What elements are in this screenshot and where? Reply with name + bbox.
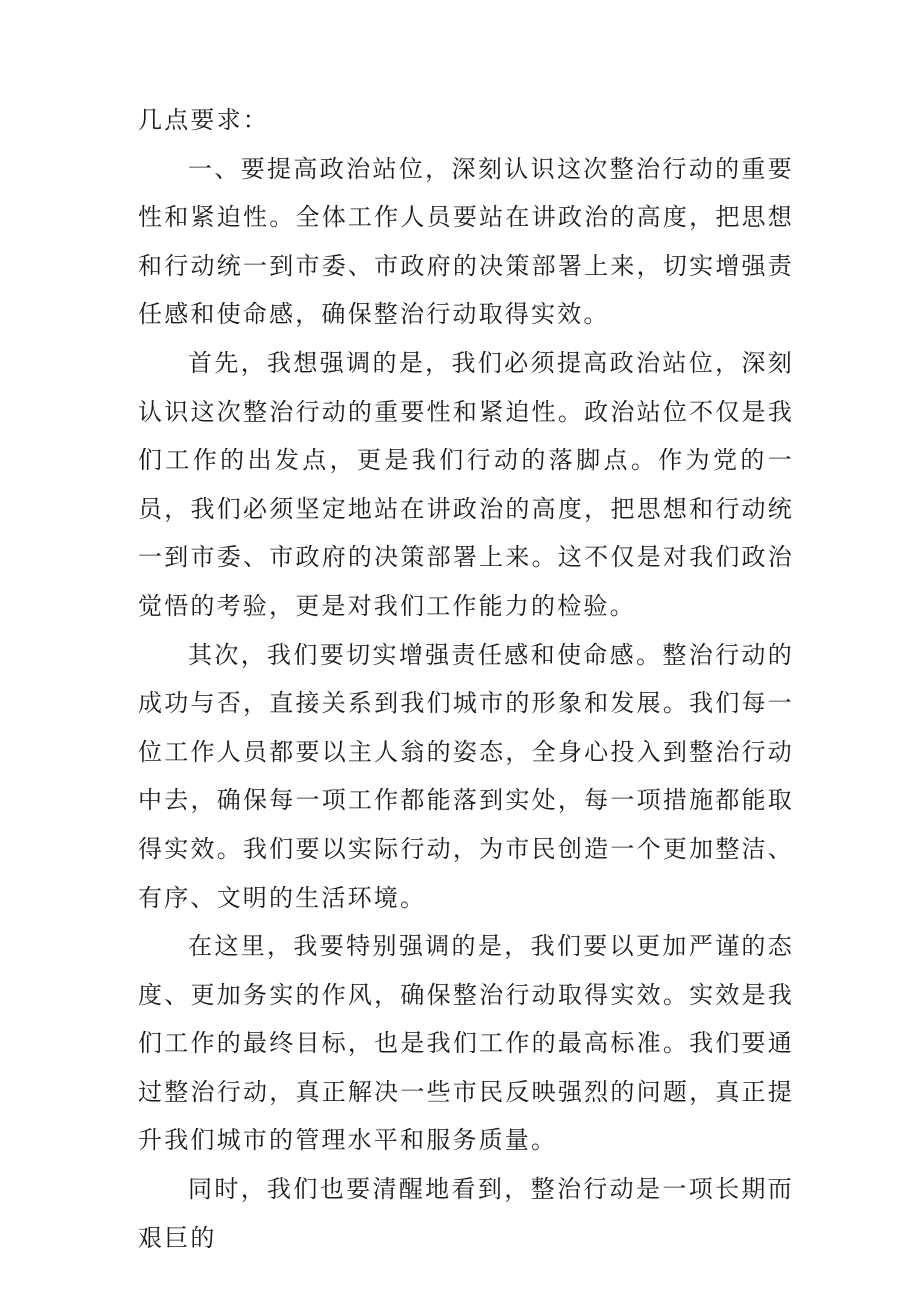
document-body xyxy=(138,96,794,1262)
paragraph-first: 首先，我想强调的是，我们必须提高政治站位，深刻认识这次整治行动的重要性和紧迫性。政治站位不仅是我们工作的出发点，更是我们行动的落脚点。作为党的一员，我们必须坚定地站在讲政治的高度，把思想和行动统一到市委、市政府的决策部署上来。这不仅是对我们政治觉悟的考验，更是对我们工作能力的检验。 xyxy=(138,348,794,620)
paragraph-second: 其次，我们要切实增强责任感和使命感。整治行动的成功与否，直接关系到我们城市的形象和发展。我们每一位工作人员都要以主人翁的姿态，全身心投入到整治行动中去，确保每一项工作都能落到实处，每一项措施都能取得实效。我们要以实际行动，为市民创造一个更加整洁、有序、文明的生活环境。 xyxy=(138,640,794,912)
paragraph-heading-requirements: 几点要求： xyxy=(138,106,269,134)
paragraph-point-one: 一、要提高政治站位，深刻认识这次整治行动的重要性和紧迫性。全体工作人员要站在讲政治的高度，把思想和行动统一到市委、市政府的决策部署上来，切实增强责任感和使命感，确保整治行动取得实效。 xyxy=(138,154,794,329)
paragraph-meanwhile: 同时，我们也要清醒地看到，整治行动是一项长期而艰巨的 xyxy=(138,1175,794,1252)
paragraph-emphasis: 在这里，我要特别强调的是，我们要以更加严谨的态度、更加务实的作风，确保整治行动取得实效。实效是我们工作的最终目标，也是我们工作的最高标准。我们要通过整治行动，真正解决一些市民反映强烈的问题，真正提升我们城市的管理水平和服务质量。 xyxy=(138,932,794,1155)
